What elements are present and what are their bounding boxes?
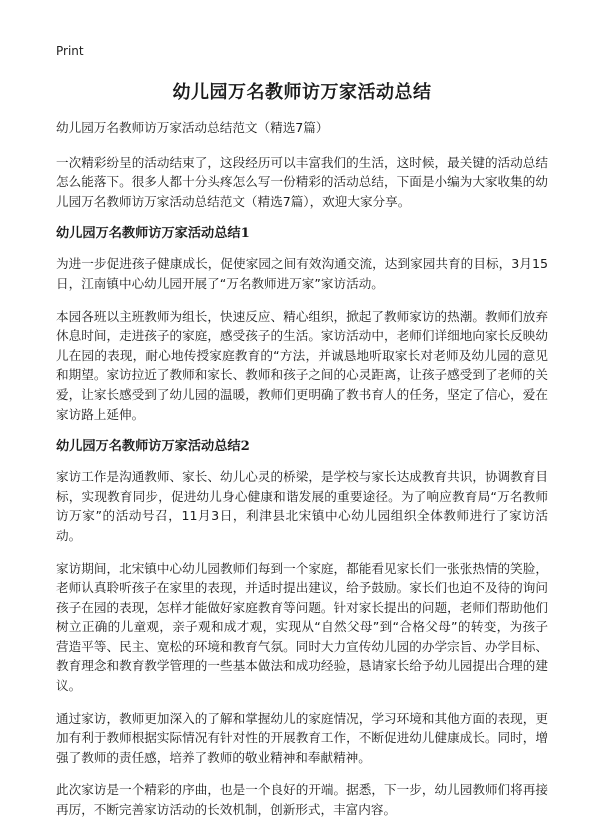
section-1-paragraph-2: 本园各班以主班教师为组长，快速反应、精心组织，掀起了教师家访的热潮。教师们放弃休息时间，走进孩子的家庭，感受孩子的生活。家访活动中，老师们详细地向家长反映幼儿在园的表现，耐心地传授家庭教育的“方法，并诚恳地听取家长对老师及幼儿园的意见和期望。家访拉近了教师和家长、教师和孩子之间的心灵距离，让孩子感受到了老师的关爱，让家长感受到了幼儿园的温暖，教师们更明确了教书育人的任务，坚定了信心，爱在家访路上延伸。 — [56, 308, 548, 422]
page-title: 幼儿园万名教师访万家活动总结 — [172, 82, 432, 103]
intro-paragraph: 一次精彩纷呈的活动结束了，这段经历可以丰富我们的生活，这时候，最关键的活动总结怎么能落下。很多人都十分头疼怎么写一份精彩的活动总结，下面是小编为大家收集的幼儿园万名教师访万家活动总结范文（精选7篇），欢迎大家分享。 — [56, 154, 548, 209]
section-2-paragraph-3: 通过家访，教师更加深入的了解和掌握幼儿的家庭情况，学习环境和其他方面的表现，更加有利于教师根据实际情况有针对性的开展教育工作，不断促进幼儿健康成长。同时，增强了教师的责任感，培养了教师的敬业精神和奉献精神。 — [56, 710, 548, 765]
section-heading-1: 幼儿园万名教师访万家活动总结1 — [56, 226, 250, 242]
section-heading-2: 幼儿园万名教师访万家活动总结2 — [56, 439, 250, 455]
section-2-paragraph-1: 家访工作是沟通教师、家长、幼儿心灵的桥梁，是学校与家长达成教育共识，协调教育目标，实现教育同步，促进幼儿身心健康和谐发展的重要途径。为了响应教育局“万名教师访万家”的活动号召，11月3日，利津县北宋镇中心幼儿园组织全体教师进行了家访活动。 — [56, 469, 548, 543]
section-2-paragraph-2: 家访期间，北宋镇中心幼儿园教师们每到一个家庭，都能看见家长们一张张热情的笑脸，老师认真聆听孩子在家里的表现，并适时提出建议，给予鼓励。家长们也迫不及待的询问孩子在园的表现，怎样才能做好家庭教育等问题。针对家长提出的问题，老师们帮助他们树立正确的儿童观，亲子观和成才观，实现从“自然父母”到“合格父母”的转变，为孩子营造平等、民主、宽松的环境和教育气氛。同时大力宣传幼儿园的办学宗旨、办学目标、教育理念和教育教学管理的一些基本做法和成功经验，恳请家长给予幼儿园提出合理的建议。 — [56, 560, 548, 694]
article-body — [56, 118, 548, 833]
print-link[interactable]: Print — [56, 44, 84, 58]
section-1-paragraph-1: 为进一步促进孩子健康成长，促使家园之间有效沟通交流，达到家园共育的目标，3月15日，江南镇中心幼儿园开展了“万名教师进万家”家访活动。 — [56, 256, 548, 291]
section-2-paragraph-4: 此次家访是一个精彩的序曲，也是一个良好的开端。据悉，下一步，幼儿园教师们将再接再厉，不断完善家访活动的长效机制，创新形式，丰富内容。 — [56, 782, 548, 818]
article-subtitle: 幼儿园万名教师访万家活动总结范文（精选7篇） — [56, 120, 329, 135]
